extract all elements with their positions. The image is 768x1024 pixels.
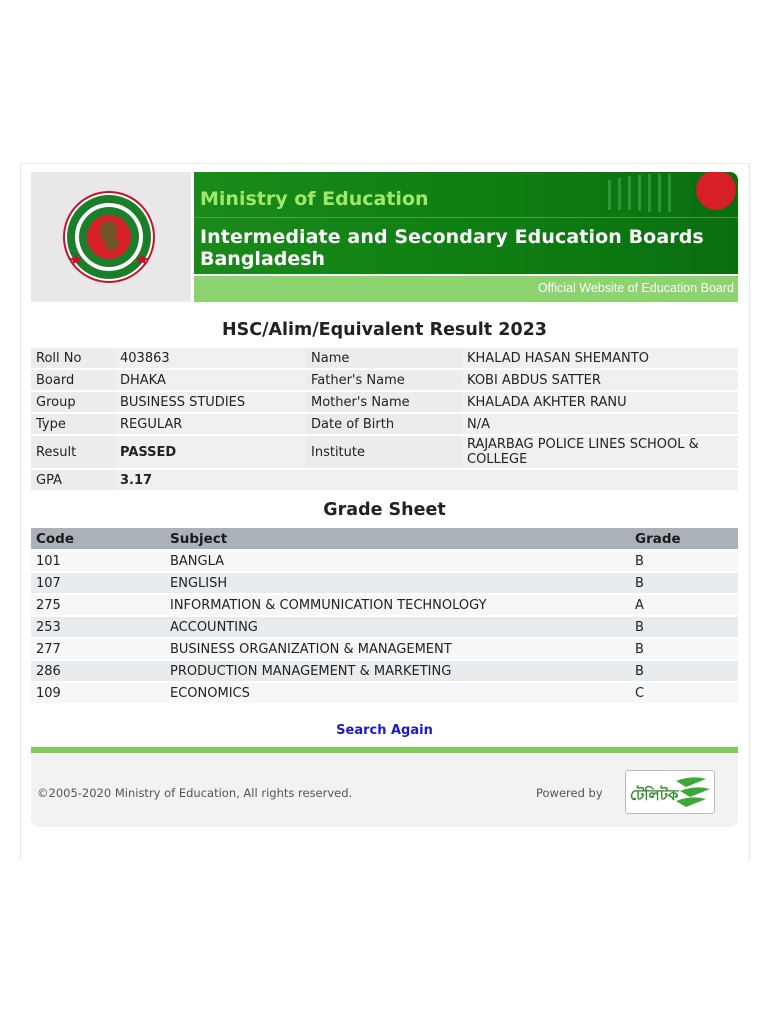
code-cell: 277 [31, 639, 165, 659]
info-row [31, 392, 738, 412]
copyright-text: ©2005-2020 Ministry of Education, All rights reserved. [37, 786, 353, 800]
table-row [31, 573, 738, 593]
info-row [31, 348, 738, 368]
gpa-value: 3.17 [115, 470, 738, 490]
grade-cell: B [630, 639, 738, 659]
name-value: KHALAD HASAN SHEMANTO [462, 348, 738, 368]
board-label: Board [31, 370, 115, 390]
exam-title: HSC/Alim/Equivalent Result 2023 [222, 320, 547, 340]
board-value: DHAKA [115, 370, 306, 390]
ministry-title: Ministry of Education [200, 188, 429, 210]
grade-sheet-table [31, 526, 738, 705]
grade-cell: B [630, 551, 738, 571]
grade-header-row [31, 528, 738, 549]
result-label: Result [31, 436, 115, 468]
search-again-container [31, 719, 738, 739]
group-label: Group [31, 392, 115, 412]
student-info-table [31, 346, 738, 492]
roll-value: 403863 [115, 348, 306, 368]
table-row [31, 595, 738, 615]
father-label: Father's Name [306, 370, 462, 390]
subject-cell: ENGLISH [165, 573, 630, 593]
result-card [31, 172, 738, 827]
type-value: REGULAR [115, 414, 306, 434]
code-cell: 286 [31, 661, 165, 681]
institute-value: RAJARBAG POLICE LINES SCHOOL & COLLEGE [462, 436, 738, 468]
header-subbar [194, 276, 738, 302]
info-row [31, 470, 738, 490]
teletalk-logo-text: টেলিটক [630, 786, 679, 804]
name-label: Name [306, 348, 462, 368]
subject-cell: ACCOUNTING [165, 617, 630, 637]
dob-label: Date of Birth [306, 414, 462, 434]
flag-stripes-decoration [598, 172, 738, 218]
logo-panel [31, 172, 191, 302]
table-row [31, 661, 738, 681]
table-row [31, 639, 738, 659]
board-title-line1: Intermediate and Secondary Education Boards [200, 226, 704, 248]
subject-header: Subject [165, 528, 630, 549]
code-cell: 101 [31, 551, 165, 571]
subject-cell: BANGLA [165, 551, 630, 571]
official-website-text: Official Website of Education Board [537, 281, 734, 295]
type-label: Type [31, 414, 115, 434]
result-value: PASSED [115, 436, 306, 468]
grade-header: Grade [630, 528, 738, 549]
subject-cell: PRODUCTION MANAGEMENT & MARKETING [165, 661, 630, 681]
teletalk-logo-icon[interactable] [625, 770, 715, 814]
institute-label: Institute [306, 436, 462, 468]
subject-cell: INFORMATION & COMMUNICATION TECHNOLOGY [165, 595, 630, 615]
powered-by-text: Powered by [536, 786, 603, 800]
site-footer [31, 753, 738, 827]
subject-cell: ECONOMICS [165, 683, 630, 703]
search-again-link[interactable]: Search Again [336, 723, 433, 738]
dob-value: N/A [462, 414, 738, 434]
grade-cell: B [630, 661, 738, 681]
group-value: BUSINESS STUDIES [115, 392, 306, 412]
gpa-label: GPA [31, 470, 115, 490]
subject-cell: BUSINESS ORGANIZATION & MANAGEMENT [165, 639, 630, 659]
father-value: KOBI ABDUS SATTER [462, 370, 738, 390]
info-row [31, 436, 738, 468]
header-banner [194, 172, 738, 274]
table-row [31, 551, 738, 571]
code-header: Code [31, 528, 165, 549]
site-header [31, 172, 738, 302]
teletalk-logo-graphic [626, 771, 714, 813]
code-cell: 107 [31, 573, 165, 593]
grade-sheet-title: Grade Sheet [323, 500, 446, 520]
mother-label: Mother's Name [306, 392, 462, 412]
mother-value: KHALADA AKHTER RANU [462, 392, 738, 412]
grade-cell: A [630, 595, 738, 615]
table-row [31, 617, 738, 637]
info-row [31, 370, 738, 390]
government-seal-icon [62, 190, 156, 284]
grade-cell: B [630, 617, 738, 637]
code-cell: 253 [31, 617, 165, 637]
grade-cell: B [630, 573, 738, 593]
info-row [31, 414, 738, 434]
roll-label: Roll No [31, 348, 115, 368]
code-cell: 275 [31, 595, 165, 615]
code-cell: 109 [31, 683, 165, 703]
board-title-line2: Bangladesh [200, 248, 326, 270]
table-row [31, 683, 738, 703]
grade-cell: C [630, 683, 738, 703]
